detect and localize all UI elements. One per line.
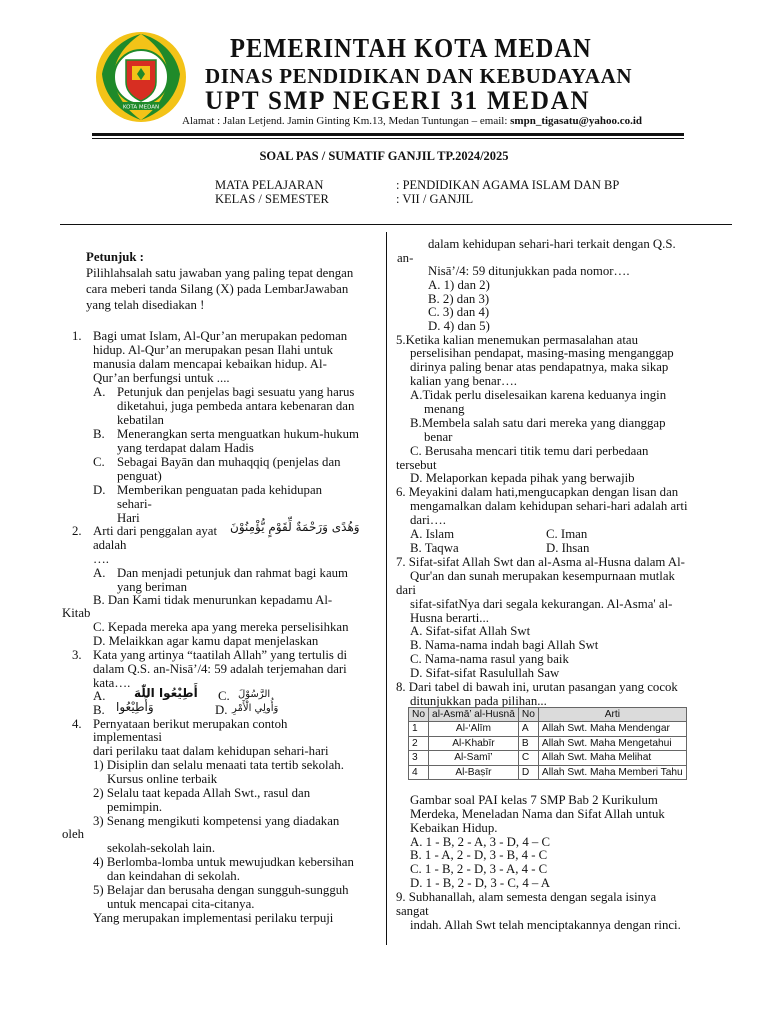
option-text: B. Dan Kami tidak menurunkan kepadamu Al- (93, 593, 333, 607)
option-text: D. Ihsan (546, 541, 590, 555)
statement-item: 3) Senang mengikuti kompetensi yang diadakan (93, 814, 340, 828)
question-text: ditunjukkan pada pilihan... (410, 694, 547, 708)
table-cell: Allah Swt. Maha Mendengar (538, 722, 686, 736)
option-text: C. Berusaha mencari titik temu dari perbedaan (410, 444, 649, 458)
caption-text: Gambar soal PAI kelas 7 SMP Bab 2 Kurikulum (410, 793, 658, 807)
option-text: C. Kepada mereka apa yang mereka perselisihkan (93, 620, 349, 634)
option-text: B. Nama-nama indah bagi Allah Swt (410, 638, 599, 652)
statement-item: dan keindahan di sekolah. (107, 869, 240, 883)
table-cell: Allah Swt. Maha Mengetahui (538, 736, 686, 750)
petunjuk-line: cara meberi tanda Silang (X) pada LembarJawaban (86, 282, 349, 296)
option-letter: C. (93, 455, 105, 469)
header-address (182, 115, 642, 127)
question-text: …. (93, 552, 109, 566)
arabic-verse: وَهُدًى وَرَحْمَةٌ لِّقَوْمٍ يُّؤْمِنُوْنَ (230, 520, 360, 534)
option-text: A. 1 - B, 2 - A, 3 - D, 4 – C (410, 835, 551, 849)
option-text: C. 3) dan 4) (428, 305, 490, 319)
question-text: dalam Q.S. an-Nisā’/4: 59 adalah terjemahan dari (93, 662, 347, 676)
caption-text: Kebaikan Hidup. (410, 821, 498, 835)
subject-label: MATA PELAJARAN (215, 178, 324, 192)
option-text: Memberikan penguatan pada kehidupan (117, 483, 323, 497)
question-number: 1. (72, 329, 82, 343)
question-text: Qur'an dan sunah merupakan kesempurnaan mutlak (410, 569, 675, 583)
table-header-row (409, 708, 687, 722)
question-text: an- (397, 251, 414, 265)
table-cell: A (518, 722, 538, 736)
option-text: D. 4) dan 5) (428, 319, 490, 333)
statement-item: 2) Selalu taat kepada Allah Swt., rasul dan (93, 786, 311, 800)
class-label: KELAS / SEMESTER (215, 192, 329, 206)
address-text: Alamat : Jalan Letjend. Jamin Ginting Km.13, Medan Tuntungan – email: (182, 115, 511, 127)
table-cell: Al-‘Alīm (429, 722, 519, 736)
statement-item: pemimpin. (107, 800, 163, 814)
option-text: Kitab (62, 606, 91, 620)
option-letter: A. (93, 689, 106, 703)
statement-item: 5) Belajar dan berusaha dengan sungguh-sungguh (93, 883, 349, 897)
statement-item: Kursus online terbaik (107, 772, 218, 786)
table-cell: C (518, 751, 538, 765)
table-cell: Allah Swt. Maha Melihat (538, 751, 686, 765)
petunjuk-line: Pilihlahsalah satu jawaban yang paling tepat dengan (86, 266, 354, 280)
section-rule (60, 224, 732, 225)
question-text: implementasi (93, 730, 162, 744)
question-text: dari perilaku taat dalam kehidupan sehari-hari (93, 744, 329, 758)
statement-item: sekolah-sekolah lain. (107, 841, 216, 855)
option-text: yang terdapat dalam Hadis (117, 441, 254, 455)
question-text: Kata yang artinya “taatilah Allah” yang tertulis di (93, 648, 348, 662)
question-text: mengamalkan dalam kehidupan sehari-hari adalah arti (410, 499, 688, 513)
question-text: Pernyataan berikut merupakan contoh (93, 717, 288, 731)
caption-text: Merdeka, Meneladan Nama dan Sifat Allah untuk (410, 807, 665, 821)
question-text: adalah (93, 538, 127, 552)
header-rule-thin (92, 138, 684, 139)
question-number: 4. (72, 717, 82, 731)
option-letter: D. (215, 703, 228, 717)
table-cell: Allah Swt. Maha Memberi Tahu (538, 765, 686, 779)
option-letter: D. (93, 483, 106, 497)
question-text: Arti dari penggalan ayat (93, 524, 218, 538)
option-text: D. Sifat-sifat Rasulullah Saw (410, 666, 560, 680)
question-text: Qur’an berfungsi untuk .... (93, 371, 230, 385)
arabic-option: وَأَطِيْعُوا (116, 700, 154, 714)
header-rule-thick (92, 133, 684, 136)
question-text: kalian yang benar…. (410, 374, 517, 388)
table-header: No (409, 708, 429, 722)
table-cell: 4 (409, 765, 429, 779)
exam-title: SOAL PAS / SUMATIF GANJIL TP.2024/2025 (259, 149, 509, 163)
question-text: dari (396, 583, 416, 597)
question-text: sifat-sifatNya dari segala kekurangan. Al-Asma' al- (410, 597, 673, 611)
option-text: Petunjuk dan penjelas bagi sesuatu yang harus (117, 385, 355, 399)
header-line2: DINAS PENDIDIKAN DAN KEBUDAYAAN (205, 64, 633, 88)
arabic-option: أَطِيْعُوا اللّٰهَ (134, 686, 198, 700)
option-text: A. Sifat-sifat Allah Swt (410, 624, 531, 638)
question-text: hidup. Al-Qur’an merupakan pesan Ilahi untuk (93, 343, 333, 357)
question-text: Bagi umat Islam, Al-Qur’an merupakan pedoman (93, 329, 348, 343)
option-text: Menerangkan serta menguatkan hukum-hukum (117, 427, 360, 441)
arabic-option: الرَّسُوْلَ (238, 689, 271, 700)
question-text: 7. Sifat-sifat Allah Swt dan al-Asma al-Husna dalam Al- (396, 555, 685, 569)
table-cell: 2 (409, 736, 429, 750)
statement-item: untuk mencapai cita-citanya. (107, 897, 255, 911)
petunjuk-title: Petunjuk : (86, 250, 144, 264)
table-row (409, 722, 687, 736)
table-row (409, 736, 687, 750)
question-text: 9. Subhanallah, alam semesta dengan segala isinya (396, 890, 657, 904)
option-text: menang (424, 402, 465, 416)
table-header: al-Asmā’ al-Husnā (429, 708, 519, 722)
option-text: C. Iman (546, 527, 588, 541)
question-text: dirinya paling benar atas pendapatnya, maka sikap (410, 360, 669, 374)
asmaul-husna-table (408, 707, 687, 780)
statement-item: oleh (62, 827, 85, 841)
option-text: diketahui, juga pembeda antara kebenaran dan (117, 399, 355, 413)
option-text: B. Taqwa (410, 541, 459, 555)
svg-text:KOTA MEDAN: KOTA MEDAN (122, 104, 160, 111)
option-letter: A. (93, 566, 106, 580)
table-row (409, 765, 687, 779)
option-letter: B. (93, 427, 105, 441)
arabic-option: وَأُولِي الْأَمْرِ (232, 703, 279, 714)
question-text: kata…. (93, 676, 131, 690)
option-letter: A. (93, 385, 106, 399)
table-cell: Al-Baṣīr (429, 765, 519, 779)
table-header: No (518, 708, 538, 722)
email-text: smpn_tigasatu@yahoo.co.id (510, 115, 643, 127)
table-cell: B (518, 736, 538, 750)
option-text: benar (424, 430, 453, 444)
option-text: yang beriman (117, 580, 188, 594)
option-text: sehari- (117, 497, 152, 511)
question-text: indah. Allah Swt telah menciptakannya dengan rinci. (410, 918, 681, 932)
option-text: D. Melaporkan kepada pihak yang berwajib (410, 471, 635, 485)
option-text: B.Membela salah satu dari mereka yang dianggap (410, 416, 666, 430)
question-number: 3. (72, 648, 82, 662)
table-cell: 1 (409, 722, 429, 736)
question-text: Nisā’/4: 59 ditunjukkan pada nomor…. (428, 264, 630, 278)
option-text: Dan menjadi petunjuk dan rahmat bagi kaum (117, 566, 348, 580)
option-letter: C. (218, 689, 230, 703)
header-line3: UPT SMP NEGERI 31 MEDAN (205, 87, 591, 116)
subject-value: : PENDIDIKAN AGAMA ISLAM DAN BP (396, 178, 620, 192)
question-number: 2. (72, 524, 82, 538)
option-text: C. 1 - B, 2 - D, 3 - A, 4 - C (410, 862, 548, 876)
table-cell: Al-Samī’ (429, 751, 519, 765)
question-text: 6. Meyakini dalam hati,mengucapkan dengan lisan dan (396, 485, 679, 499)
option-text: B. 1 - A, 2 - D, 3 - B, 4 - C (410, 848, 548, 862)
statement-item: 4) Berlomba-lomba untuk mewujudkan kebersihan (93, 855, 354, 869)
option-text: A.Tidak perlu diselesaikan karena keduanya ingin (410, 388, 667, 402)
question-text: dalam kehidupan sehari-hari terkait dengan Q.S. (428, 237, 676, 251)
option-text: tersebut (396, 458, 437, 472)
option-text: A. 1) dan 2) (428, 278, 490, 292)
option-text: D. 1 - B, 2 - D, 3 - C, 4 – A (410, 876, 551, 890)
option-text: kebatilan (117, 413, 164, 427)
question-text: dari…. (410, 513, 446, 527)
option-text: A. Islam (410, 527, 455, 541)
question-text: manusia dalam mencapai kebaikan hidup. Al- (93, 357, 327, 371)
question-text: sangat (396, 904, 429, 918)
option-text: B. 2) dan 3) (428, 292, 490, 306)
option-text: Sebagai Bayān dan muhaqqiq (penjelas dan (117, 455, 341, 469)
option-text: C. Nama-nama rasul yang baik (410, 652, 569, 666)
table-cell: Al-Khabīr (429, 736, 519, 750)
question-text: 5.Ketika kalian menemukan permasalahan atau (396, 333, 638, 347)
question-text: Yang merupakan implementasi perilaku terpuji (93, 911, 334, 925)
question-text: 8. Dari tabel di bawah ini, urutan pasangan yang cocok (396, 680, 678, 694)
statement-item: 1) Disiplin dan selalu menaati tata tertib sekolah. (93, 758, 344, 772)
table-row (409, 751, 687, 765)
column-divider (386, 232, 387, 945)
table-header: Arti (538, 708, 686, 722)
class-value: : VII / GANJIL (396, 192, 474, 206)
option-letter: B. (93, 703, 105, 717)
table-cell: 3 (409, 751, 429, 765)
option-text: Hari (117, 511, 140, 525)
option-text: D. Melaikkan agar kamu dapat menjelaskan (93, 634, 319, 648)
petunjuk-line: yang telah disediakan ! (86, 298, 205, 312)
table-cell: D (518, 765, 538, 779)
question-text: perselisihan pendapat, masing-masing menganggap (410, 346, 674, 360)
header-line1: PEMERINTAH KOTA MEDAN (230, 34, 592, 64)
city-logo (94, 30, 188, 124)
question-text: Husna berarti... (410, 611, 489, 625)
option-text: penguat) (117, 469, 162, 483)
